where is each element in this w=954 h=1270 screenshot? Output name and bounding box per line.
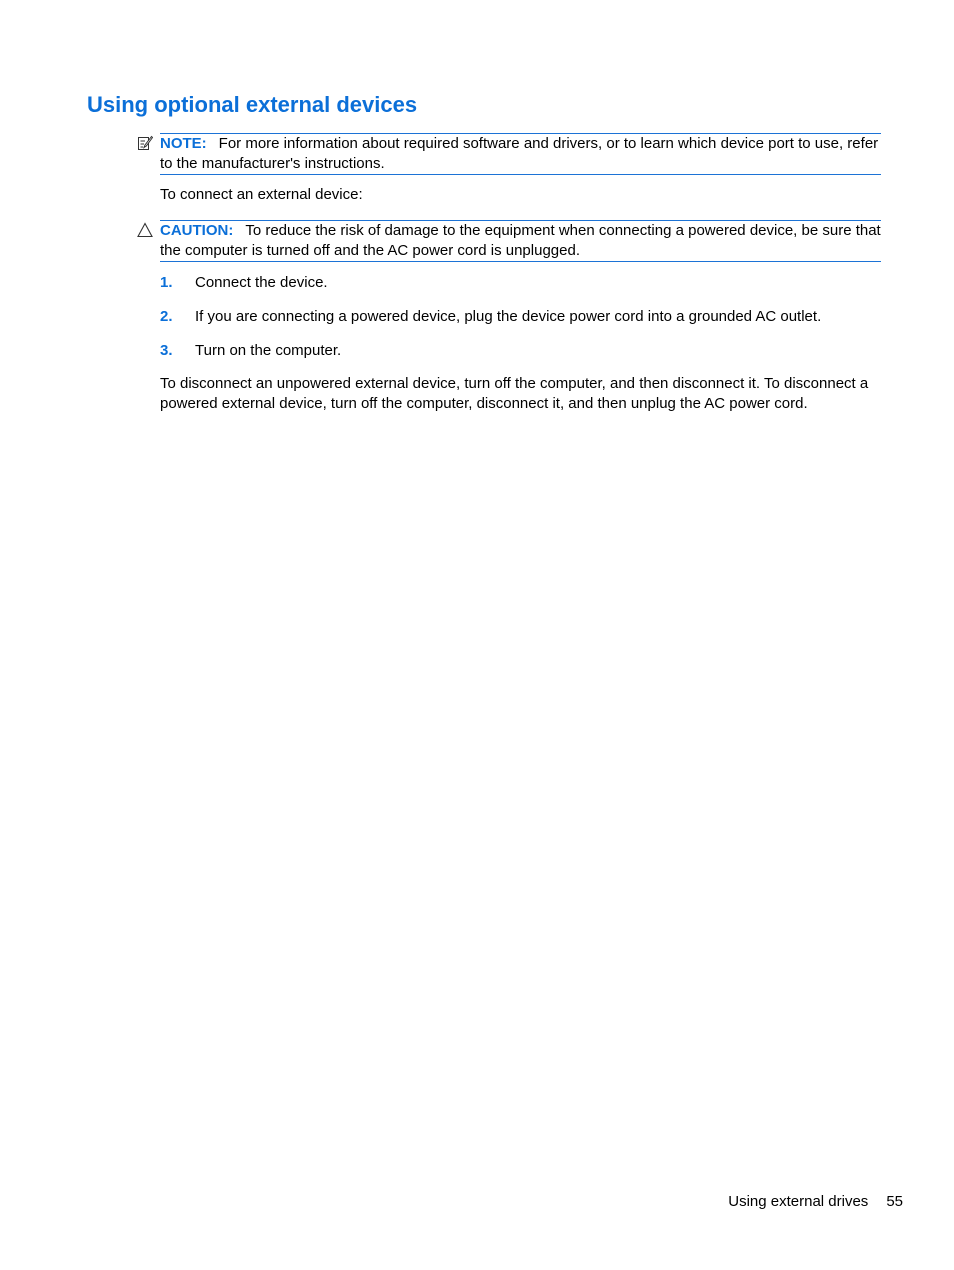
list-item [160,273,881,293]
caution-icon [137,222,153,238]
intro-text: To connect an external device: [160,186,363,203]
note-text: For more information about required software and drivers, or to learn which device port to use, refer to the manufacturer's instructions. [160,135,879,172]
list-item [160,307,881,327]
step-number: 3. [160,342,173,359]
note-label: NOTE: [160,135,207,152]
step-number: 1. [160,274,173,291]
steps-list [160,273,881,375]
page-title: Using optional external devices [87,92,418,117]
step-text: If you are connecting a powered device, plug the device power cord into a grounded AC outlet. [195,308,822,325]
caution-text: To reduce the risk of damage to the equipment when connecting a powered device, be sure that the computer is turned off and the AC power cord is unplugged. [160,222,881,259]
page-footer [728,1192,903,1212]
note-box [160,133,881,175]
list-item [160,341,881,361]
footer-section: Using external drives [728,1193,869,1210]
note-icon [137,135,153,151]
step-text: Connect the device. [195,274,328,291]
page-number: 55 [886,1193,903,1210]
caution-label: CAUTION: [160,222,234,239]
step-text: Turn on the computer. [195,342,342,359]
caution-box [160,220,881,262]
closing-paragraph: To disconnect an unpowered external device, turn off the computer, and then disconnect it. To disconnect a powered external device, turn off the computer, disconnect it, and then unplug the AC power cord. [160,375,869,412]
step-number: 2. [160,308,173,325]
